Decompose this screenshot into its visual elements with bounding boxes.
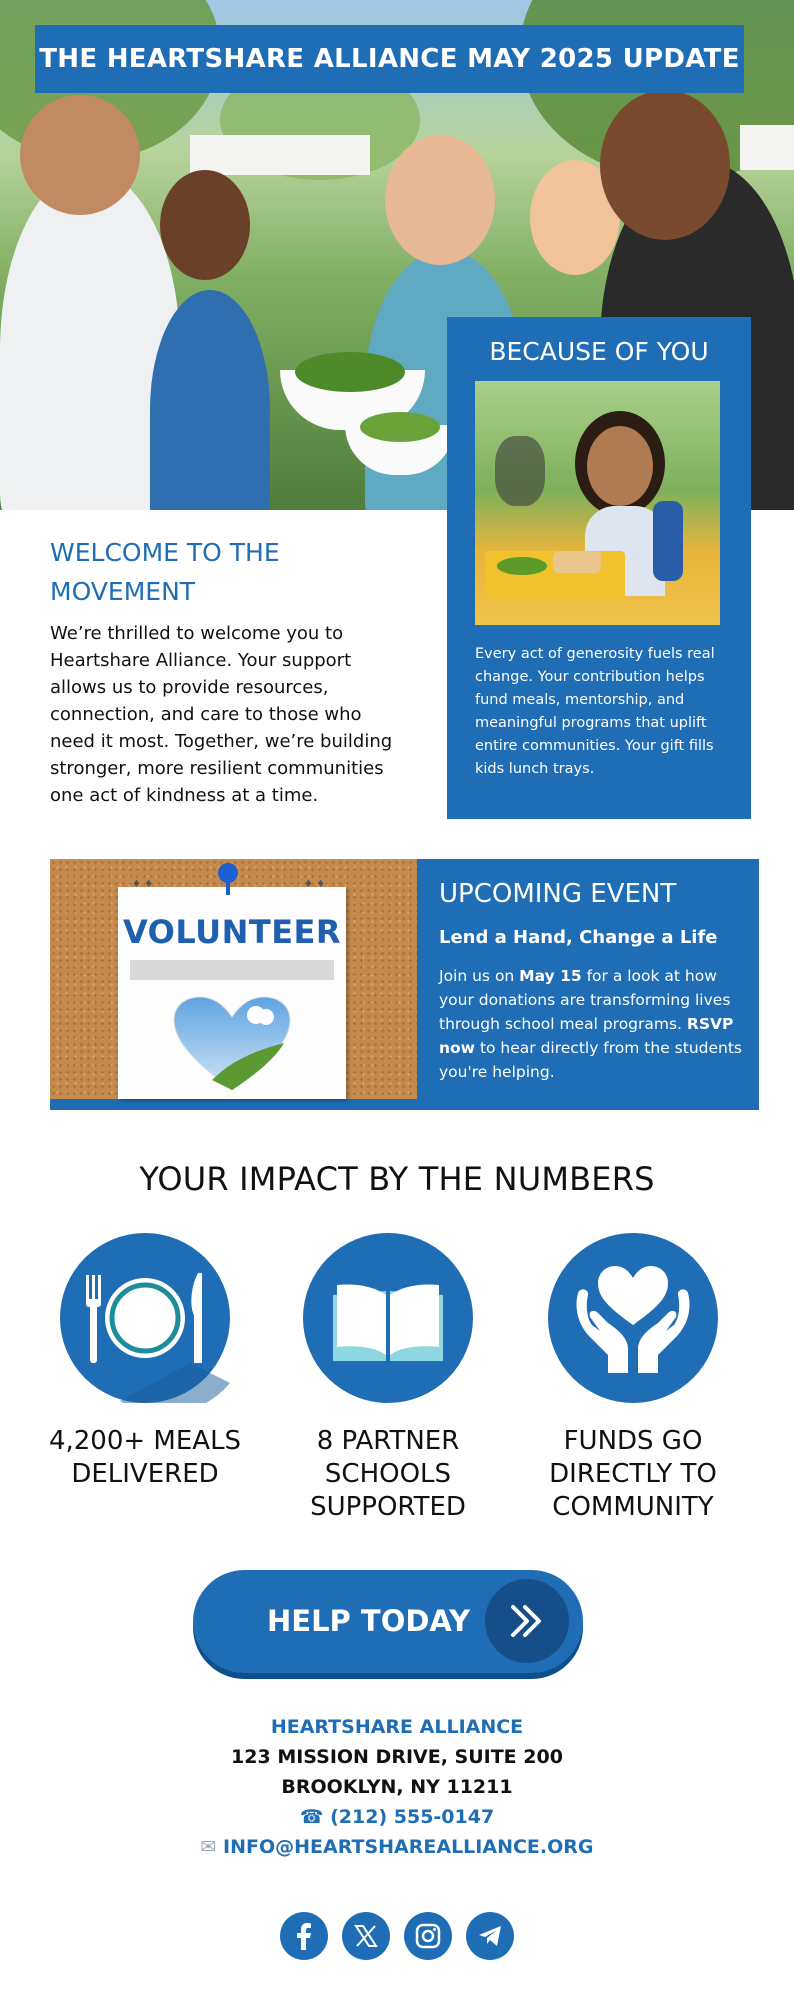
because-of-you-panel xyxy=(447,317,751,819)
open-book-icon xyxy=(303,1233,473,1403)
envelope-icon: ✉ xyxy=(200,1836,217,1858)
event-description: Join us on May 15 for a look at how your donations are transforming lives through school meal programs. RSVP now to hear directly from the students you're helping. xyxy=(439,967,742,1081)
newsletter-title: THE HEARTSHARE ALLIANCE MAY 2025 UPDATE xyxy=(39,44,740,74)
welcome-text: We’re thrilled to welcome you to Heartshare Alliance. Your support allows us to provide resources, connection, and care to those who need it most. Together, we’re building stronger, more resilient communities one act of kindness at a time. xyxy=(50,623,393,806)
volunteer-calendar: ♦ ♦ ♦ ♦ VOLUNTEER xyxy=(118,887,346,1099)
calendar-row xyxy=(130,960,334,980)
facebook-icon[interactable] xyxy=(280,1912,328,1960)
pushpin-icon xyxy=(218,863,238,883)
instagram-icon[interactable] xyxy=(404,1912,452,1960)
hands-heart-icon xyxy=(548,1233,718,1403)
rsvp-link[interactable]: RSVP now xyxy=(439,1015,734,1057)
double-chevron-right-icon xyxy=(485,1579,569,1663)
volunteer-text: VOLUNTEER xyxy=(122,913,342,951)
footer-address-line-2: BROOKLYN, NY 11211 xyxy=(281,1776,513,1798)
help-today-button[interactable] xyxy=(193,1570,583,1673)
child-lunch-photo xyxy=(475,381,720,625)
telegram-icon[interactable] xyxy=(466,1912,514,1960)
newsletter-title-bar xyxy=(35,25,744,93)
event-title: UPCOMING EVENT xyxy=(439,879,677,909)
plate-fork-knife-icon xyxy=(60,1233,230,1403)
footer-address-line-1: 123 MISSION DRIVE, SUITE 200 xyxy=(231,1746,563,1768)
phone-icon: ☎ xyxy=(299,1806,324,1828)
x-icon[interactable] xyxy=(342,1912,390,1960)
help-today-label: HELP TODAY xyxy=(267,1604,471,1638)
welcome-title: WELCOME TO THE MOVEMENT xyxy=(50,538,280,606)
event-date: May 15 xyxy=(519,967,582,985)
footer-org-name: HEARTSHARE ALLIANCE xyxy=(270,1716,524,1738)
impact-label-community: FUNDS GO DIRECTLY TO COMMUNITY xyxy=(549,1426,717,1522)
impact-label-schools: 8 PARTNER SCHOOLS SUPPORTED xyxy=(310,1426,466,1522)
upcoming-event-card xyxy=(50,859,759,1110)
event-subtitle: Lend a Hand, Change a Life xyxy=(439,927,718,948)
footer-email[interactable] xyxy=(0,1836,794,1858)
footer-phone-number: (212) 555-0147 xyxy=(330,1806,495,1828)
heart-icon xyxy=(172,995,292,1095)
footer-email-address: INFO@HEARTSHAREALLIANCE.ORG xyxy=(223,1836,594,1858)
because-text: Every act of generosity fuels real change. Your contribution helps fund meals, mentorship, and meaningful programs that uplift entire communities. Your gift fills kids lunch trays. xyxy=(475,646,715,777)
social-links xyxy=(0,1912,794,1964)
impact-label-meals: 4,200+ MEALS DELIVERED xyxy=(48,1426,242,1489)
footer-phone[interactable] xyxy=(0,1806,794,1828)
impact-title: YOUR IMPACT BY THE NUMBERS xyxy=(139,1160,655,1198)
volunteer-corkboard-image xyxy=(50,859,417,1099)
because-title: BECAUSE OF YOU xyxy=(489,337,709,366)
